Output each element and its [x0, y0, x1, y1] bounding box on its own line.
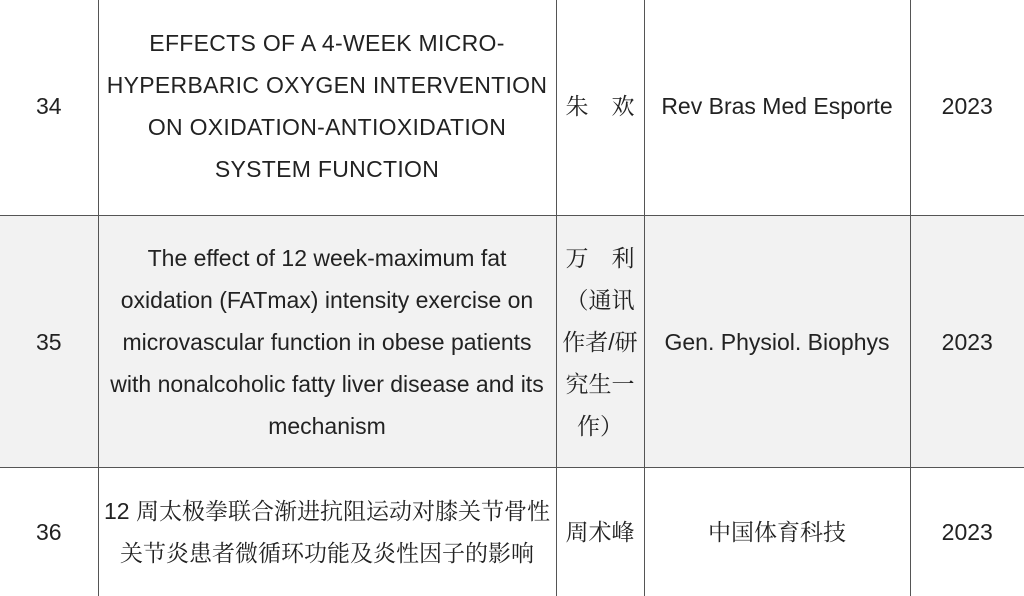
- year-cell: 2023: [910, 0, 1024, 216]
- table-row: [0, 216, 1024, 468]
- row-number: 34: [0, 0, 98, 216]
- journal-cell: Rev Bras Med Esporte: [644, 0, 910, 216]
- year-cell: 2023: [910, 468, 1024, 596]
- author-cell: 万 利（通讯作者/研究生一作）: [556, 216, 644, 468]
- paper-title: 12 周太极拳联合渐进抗阻运动对膝关节骨性关节炎患者微循环功能及炎性因子的影响: [98, 468, 556, 596]
- table-row: [0, 468, 1024, 596]
- author-cell: 周术峰: [556, 468, 644, 596]
- author-cell: 朱 欢: [556, 0, 644, 216]
- year-cell: 2023: [910, 216, 1024, 468]
- journal-cell: Gen. Physiol. Biophys: [644, 216, 910, 468]
- row-number: 35: [0, 216, 98, 468]
- paper-title: EFFECTS OF A 4-WEEK MICRO-HYPERBARIC OXYGEN INTERVENTION ON OXIDATION-ANTIOXIDATION SYSTEM FUNCTION: [98, 0, 556, 216]
- journal-cell: 中国体育科技: [644, 468, 910, 596]
- row-number: 36: [0, 468, 98, 596]
- paper-title: The effect of 12 week-maximum fat oxidation (FATmax) intensity exercise on microvascular function in obese patients with nonalcoholic fatty liver disease and its mechanism: [98, 216, 556, 468]
- table-row: [0, 0, 1024, 216]
